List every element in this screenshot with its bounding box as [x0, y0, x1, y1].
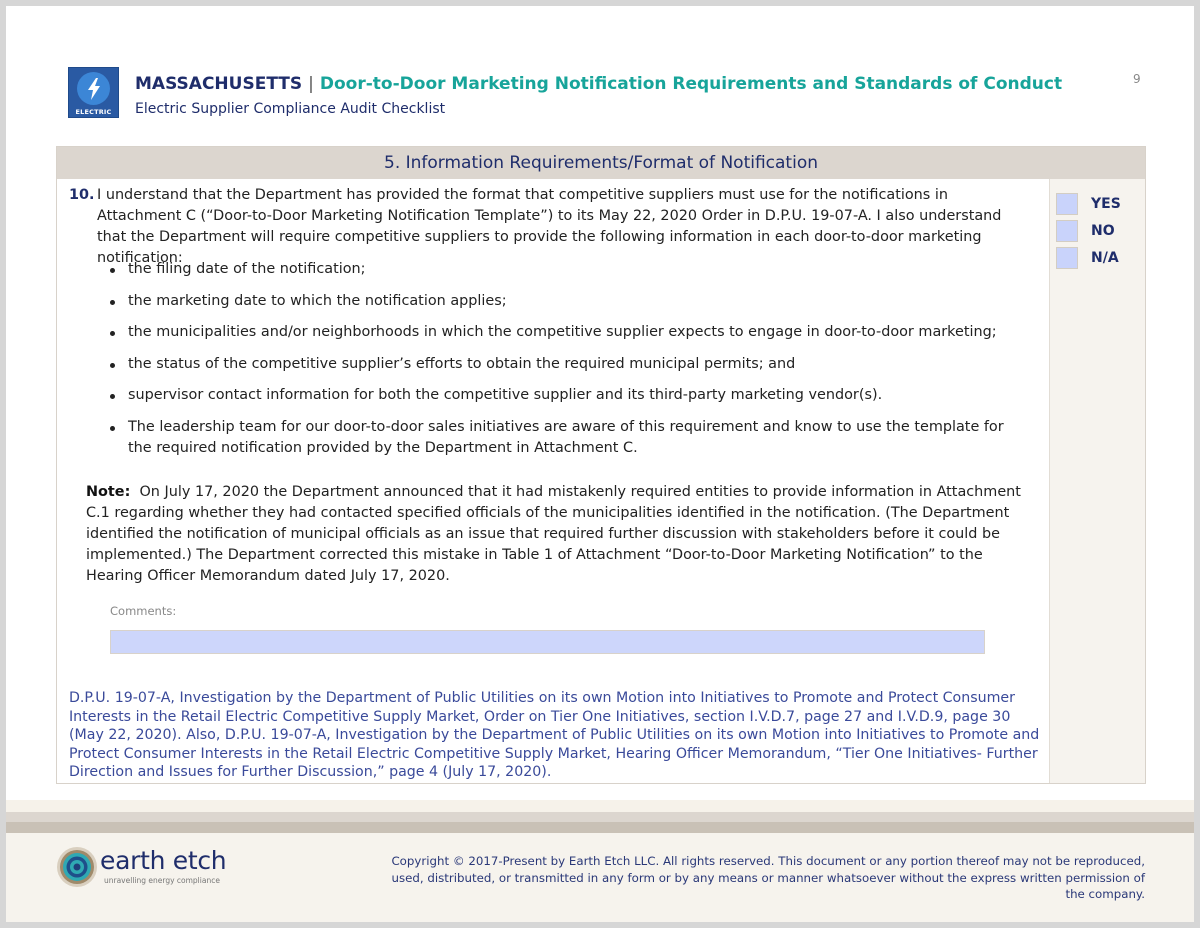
document-page	[6, 6, 1194, 922]
answer-no[interactable]	[1056, 220, 1115, 242]
footer-divider	[6, 812, 1194, 822]
state-name: MASSACHUSETTS	[135, 74, 303, 94]
topic-title: Door-to-Door Marketing Notification Requirements and Standards of Conduct	[319, 74, 1063, 94]
list-item: the marketing date to which the notification applies;	[103, 291, 1023, 312]
copyright-notice: Copyright © 2017-Present by Earth Etch LLC. All rights reserved. This document or any portion thereof may not be reproduced, used, distributed, or transmitted in any form or by any means or manner whatsoever without the express written permission of the company.	[391, 854, 1145, 901]
question-number: 10.	[69, 187, 95, 203]
question-text: I understand that the Department has provided the format that competitive suppliers must use for the notifications in Attachment C (“Door-to-Door Marketing Notification Template”) to its May 22, 2020 Order in D.P.U. 19-07-A. I also understand that the Department will require competitive suppliers to provide the following information in each door-to-door marketing notification:	[97, 187, 1002, 266]
list-item: supervisor contact information for both the competitive supplier and its third-party marketing vendor(s).	[103, 385, 1023, 406]
list-item: the status of the competitive supplier’s efforts to obtain the required municipal permits; and	[103, 354, 1023, 375]
note-text: On July 17, 2020 the Department announced that it had mistakenly required entities to provide information in Attachment C.1 regarding whether they had contacted specified officials of the municipalities identified in the notification. (The Department identified the notification of municipal officials as an issue that required further discussion with stakeholders before it could be implemented.) The Department corrected this mistake in Table 1 of Attachment “Door-to-Door Marketing Notification” to the Hearing Officer Memorandum dated July 17, 2020.	[86, 484, 1021, 584]
section-title: 5. Information Requirements/Format of Notification	[57, 147, 1145, 179]
no-checkbox[interactable]	[1056, 220, 1078, 242]
page-footer	[6, 833, 1194, 922]
na-label: N/A	[1091, 250, 1119, 266]
question-10	[69, 185, 1029, 269]
checklist-section	[56, 146, 1146, 784]
logo-circle	[77, 72, 110, 105]
footer-divider	[6, 822, 1194, 833]
footer-divider	[6, 800, 1194, 812]
page-number: 9	[1133, 72, 1141, 86]
brand-name: earth etch	[100, 846, 227, 875]
list-item: The leadership team for our door-to-door sales initiatives are aware of this requirement and know to use the template for the required notification provided by the Department in Attachment C.	[103, 417, 1023, 459]
brand-tagline: unravelling energy compliance	[104, 876, 220, 885]
electric-logo	[68, 67, 119, 118]
list-item: the municipalities and/or neighborhoods in which the competitive supplier expects to engage in door-to-door marketing;	[103, 322, 1023, 343]
yes-checkbox[interactable]	[1056, 193, 1078, 215]
no-label: NO	[1091, 223, 1115, 239]
list-item: the filing date of the notification;	[103, 259, 1023, 280]
comments-input[interactable]	[110, 630, 985, 654]
citation-text: D.P.U. 19-07-A, Investigation by the Department of Public Utilities on its own Motion into Initiatives to Promote and Protect Consumer Interests in the Retail Electric Competitive Supply Market, Order on Tier One Initiatives, section I.V.D.7, page 27 and I.V.D.9, page 30 (May 22, 2020). Also, D.P.U. 19-07-A, Investigation by the Department of Public Utilities on its own Motion into Initiatives to Promote and Protect Consumer Interests in the Retail Electric Competitive Supply Market, Hearing Officer Memorandum, “Tier One Initiatives- Further Direction and Issues for Further Discussion,” page 4 (July 17, 2020).	[69, 690, 1040, 780]
yes-label: YES	[1091, 196, 1121, 212]
lightning-bolt-icon	[85, 78, 103, 100]
na-checkbox[interactable]	[1056, 247, 1078, 269]
note-paragraph	[86, 482, 1021, 587]
requirement-list	[103, 259, 1023, 469]
earth-etch-logo-icon	[56, 846, 98, 888]
header-title	[135, 74, 1062, 94]
title-separator: |	[308, 74, 314, 94]
answer-na[interactable]	[1056, 247, 1119, 269]
answer-column	[1049, 179, 1145, 783]
comments-label: Comments:	[110, 604, 177, 618]
logo-label: ELECTRIC	[75, 108, 112, 116]
answer-yes[interactable]	[1056, 193, 1121, 215]
header-subtitle: Electric Supplier Compliance Audit Checklist	[135, 101, 446, 117]
note-label: Note:	[86, 484, 131, 500]
